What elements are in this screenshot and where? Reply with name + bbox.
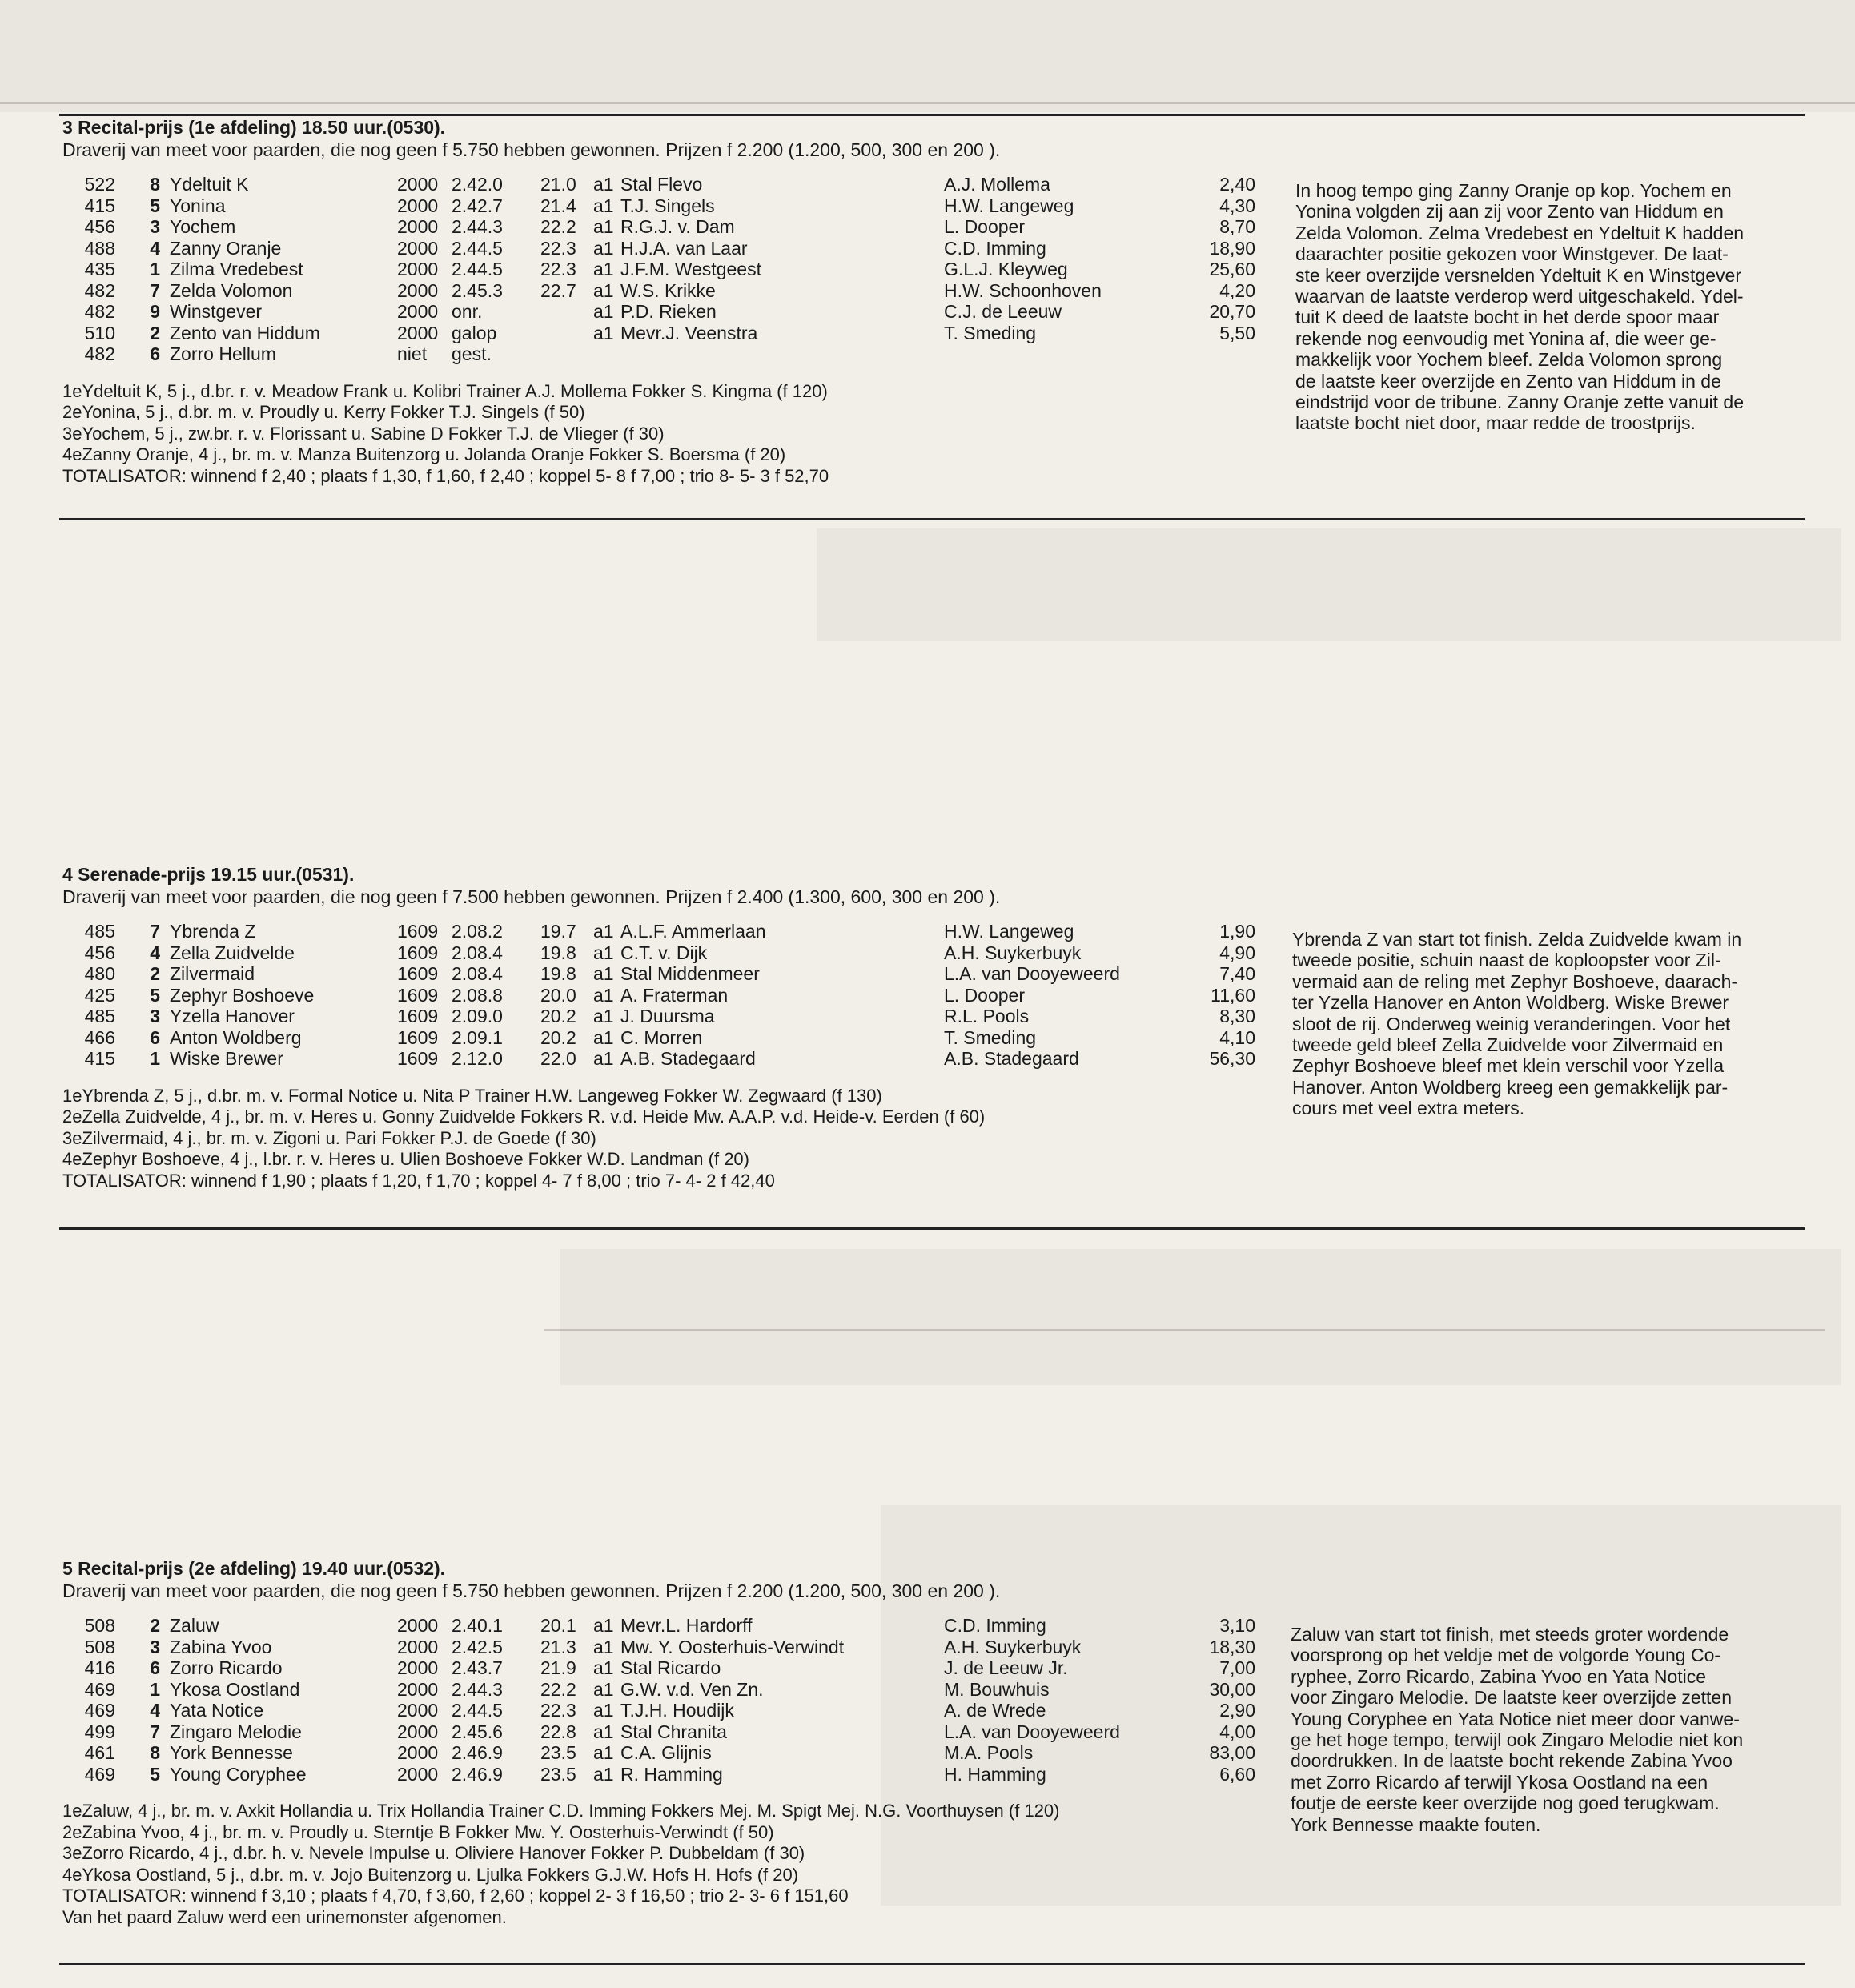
table-row: 508 2 Zaluw 2000 2.40.1 20.1 a1 Mevr.L. Hardorff C.D. Imming 3,10 [84,1615,1255,1636]
table-row: 416 6 Zorro Ricardo 2000 2.43.7 21.9 a1 Stal Ricardo J. de Leeuw Jr. 7,00 [84,1657,1255,1678]
comment-line: de laatste keer overzijde en Zento van Hiddum in de [1295,370,1721,392]
table-row: 415 5 Yonina 2000 2.42.7 21.4 a1 T.J. Singels H.W. Langeweg 4,30 [84,195,1255,216]
comment-line: cours met veel extra meters. [1292,1098,1525,1119]
comment-line: sloot de rij. Onderweg weinig veranderingen. Voor het [1292,1013,1731,1034]
table-row: 466 6 Anton Woldberg 1609 2.09.1 20.2 a1 C. Morren T. Smeding 4,10 [84,1026,1255,1048]
table-row: 456 3 Yochem 2000 2.44.3 22.2 a1 R.G.J. v. Dam L. Dooper 8,70 [84,216,1255,237]
comment-line: waarvan de laatste verderop werd uitgeschakeld. Ydel- [1295,285,1744,307]
table-row: 425 5 Zephyr Boshoeve 1609 2.08.8 20.0 a1 A. Fraterman L. Dooper 11,60 [84,984,1255,1006]
race-comment [1295,180,1824,434]
bleed-through-mid [817,528,1841,641]
comment-line: Zaluw van start tot finish, met steeds groter wordende [1291,1624,1729,1645]
comment-line: voor Zingaro Melodie. De laatste keer overzijde zetten [1291,1687,1733,1709]
race-title: 3 Recital-prijs (1e afdeling) 18.50 uur.(0530). [62,117,446,138]
bleed-through-top [0,0,1855,112]
comment-line: ryphee, Zorro Ricardo, Zabina Yvoo en Yata Notice [1291,1665,1707,1687]
pedigree-line: 1eZaluw, 4 j., br. m. v. Axkit Hollandia u. Trix Hollandia Trainer C.D. Imming Fokkers Mej. M. Spigt Mej. N.G. Voorthuysen (f 120) [62,1801,1060,1821]
table-row: 485 7 Ybrenda Z 1609 2.08.2 19.7 a1 A.L.F. Ammerlaan H.W. Langeweg 1,90 [84,921,1255,942]
table-row: 469 5 Young Coryphee 2000 2.46.9 23.5 a1 R. Hamming H. Hamming 6,60 [84,1763,1255,1785]
comment-line: York Bennesse maakte fouten. [1291,1813,1541,1835]
pedigree-line: 4eZanny Oranje, 4 j., br. m. v. Manza Buitenzorg u. Jolanda Oranje Fokker S. Boersma (f 20) [62,444,786,464]
comment-line: tweede positie, schuin naast de koploopster voor Zil- [1292,950,1721,971]
table-row: 508 3 Zabina Yvoo 2000 2.42.5 21.3 a1 Mw. Y. Oosterhuis-Verwindt A.H. Suykerbuyk 18,30 [84,1636,1255,1657]
comment-line: ste keer overzijde versnelden Ydeltuit K en Winstgever [1295,264,1741,286]
comment-line: makkelijk voor Yochem bleef. Zelda Volomon sprong [1295,349,1723,371]
pedigree-line: 2eZabina Yvoo, 4 j., br. m. v. Proudly u. Sterntje B Fokker Mw. Y. Oosterhuis-Verwindt (f 50) [62,1821,774,1842]
comment-line: Yonina volgden zij aan zij voor Zento van Hiddum en [1295,201,1724,223]
race-comment [1292,929,1821,1119]
race-title: 4 Serenade-prijs 19.15 uur.(0531). [62,864,355,885]
bottom-rule [59,1963,1805,1965]
table-row: 469 1 Ykosa Oostland 2000 2.44.3 22.2 a1 G.W. v.d. Ven Zn. M. Bouwhuis 30,00 [84,1678,1255,1700]
comment-line: voorsprong op het veldje met de volgorde Young Co- [1291,1645,1721,1666]
section-rule [59,1227,1805,1230]
bleed-rule-1 [544,1329,1825,1331]
table-row: 522 8 Ydeltuit K 2000 2.42.0 21.0 a1 Stal Flevo A.J. Mollema 2,40 [84,174,1255,195]
table-row: 456 4 Zella Zuidvelde 1609 2.08.4 19.8 a1 C.T. v. Dijk A.H. Suykerbuyk 4,90 [84,942,1255,963]
table-row: 480 2 Zilvermaid 1609 2.08.4 19.8 a1 Stal Middenmeer L.A. van Dooyeweerd 7,40 [84,963,1255,984]
totalisator-line: TOTALISATOR: winnend f 2,40 ; plaats f 1,30, f 1,60, f 2,40 ; koppel 5- 8 f 7,00 ; trio 8- 5- 3 f 52,70 [62,465,829,486]
table-row: 482 6 Zorro Hellum niet gest. [84,343,492,364]
section-rule [59,518,1805,520]
comment-line: Hanover. Anton Woldberg kreeg een gemakkelijk par- [1292,1076,1729,1098]
pedigree-line: 2eYonina, 5 j., d.br. m. v. Proudly u. Kerry Fokker T.J. Singels (f 50) [62,402,585,422]
table-row: 469 4 Yata Notice 2000 2.44.5 22.3 a1 T.J.H. Houdijk A. de Wrede 2,90 [84,1700,1255,1721]
bleed-rule-2 [0,102,1855,104]
race-comment [1291,1624,1819,1835]
comment-line: ge het hoge tempo, terwijl ook Zingaro Melodie niet kon [1291,1729,1744,1750]
comment-line: laatste bocht niet door, maar redde de troostprijs. [1295,412,1696,434]
comment-line: daarachter positie gekozen voor Winstgever. De laat- [1295,243,1729,265]
table-row: 415 1 Wiske Brewer 1609 2.12.0 22.0 a1 A.B. Stadegaard A.B. Stadegaard 56,30 [84,1048,1255,1069]
race-conditions: Draverij van meet voor paarden, die nog geen f 7.500 hebben gewonnen. Prijzen f 2.400 (1.300, 600, 300 en 200 ). [62,886,1001,907]
comment-line: vermaid aan de reling met Zephyr Boshoeve, daarach- [1292,970,1738,992]
table-row: 435 1 Zilma Vredebest 2000 2.44.5 22.3 a1 J.F.M. Westgeest G.L.J. Kleyweg 25,60 [84,259,1255,279]
pedigree-line: 3eYochem, 5 j., zw.br. r. v. Florissant u. Sabine D Fokker T.J. de Vlieger (f 30) [62,423,665,444]
comment-line: tuit K deed de laatste bocht in het derde spoor maar [1295,307,1720,328]
table-row: 510 2 Zento van Hiddum 2000 galop a1 Mevr.J. Veenstra T. Smeding 5,50 [84,322,1255,343]
pedigree-line: 2eZella Zuidvelde, 4 j., br. m. v. Heres u. Gonny Zuidvelde Fokkers R. v.d. Heide Mw. A.A.P. v.d. Heide-v. Eerden (f 60) [62,1106,986,1127]
table-row: 461 8 York Bennesse 2000 2.46.9 23.5 a1 C.A. Glijnis M.A. Pools 83,00 [84,1742,1255,1763]
table-row: 485 3 Yzella Hanover 1609 2.09.0 20.2 a1 J. Duursma R.L. Pools 8,30 [84,1006,1255,1026]
race-title: 5 Recital-prijs (2e afdeling) 19.40 uur.(0532). [62,1558,446,1579]
comment-line: Zelda Volomon. Zelma Vredebest en Ydeltuit K hadden [1295,222,1745,243]
table-row: 482 9 Winstgever 2000 onr. a1 P.D. Rieken C.J. de Leeuw 20,70 [84,301,1255,322]
bleed-through-lower [560,1249,1841,1385]
race-conditions: Draverij van meet voor paarden, die nog geen f 5.750 hebben gewonnen. Prijzen f 2.200 (1.200, 500, 300 en 200 ). [62,1580,1001,1601]
race-conditions: Draverij van meet voor paarden, die nog geen f 5.750 hebben gewonnen. Prijzen f 2.200 (1.200, 500, 300 en 200 ). [62,139,1001,160]
note-line: Van het paard Zaluw werd een urinemonster afgenomen. [62,1906,507,1927]
pedigree-line: 1eYbrenda Z, 5 j., d.br. m. v. Formal Notice u. Nita P Trainer H.W. Langeweg Fokker W. Zegwaard (f 130) [62,1085,882,1106]
comment-line: tweede geld bleef Zella Zuidvelde voor Zilvermaid en [1292,1034,1724,1055]
table-row: 499 7 Zingaro Melodie 2000 2.45.6 22.8 a1 Stal Chranita L.A. van Dooyeweerd 4,00 [84,1721,1255,1742]
comment-line: eindstrijd voor de tribune. Zanny Oranje zette vanuit de [1295,391,1744,412]
table-row: 488 4 Zanny Oranje 2000 2.44.5 22.3 a1 H.J.A. van Laar C.D. Imming 18,90 [84,237,1255,259]
comment-line: ter Yzella Hanover en Anton Woldberg. Wiske Brewer [1292,992,1729,1014]
comment-line: In hoog tempo ging Zanny Oranje op kop. Yochem en [1295,180,1732,201]
comment-line: doordrukken. In de laatste bocht rekende Zabina Yvoo [1291,1750,1733,1772]
pedigree-line: 4eYkosa Oostland, 5 j., d.br. m. v. Jojo Buitenzorg u. Ljulka Fokkers G.J.W. Hofs H. Hofs (f 20) [62,1864,799,1885]
comment-line: Zephyr Boshoeve bleef met klein verschil voor Yzella [1292,1055,1725,1077]
pedigree-line: 4eZephyr Boshoeve, 4 j., l.br. r. v. Heres u. Ulien Boshoeve Fokker W.D. Landman (f 20) [62,1149,749,1169]
pedigree-line: 3eZorro Ricardo, 4 j., d.br. h. v. Nevele Impulse u. Oliviere Hanover Fokker P. Dubbeldam (f 30) [62,1843,805,1863]
comment-line: Ybrenda Z van start tot finish. Zelda Zuidvelde kwam in [1292,929,1742,950]
totalisator-line: TOTALISATOR: winnend f 3,10 ; plaats f 4,70, f 3,60, f 2,60 ; koppel 2- 3 f 16,50 ; trio 2- 3- 6 f 151,60 [62,1886,849,1906]
comment-line: foutje de eerste keer overzijde nog goed terugkwam. [1291,1793,1720,1814]
comment-line: rekende nog eenvoudig met Yonina af, die weer ge- [1295,327,1716,349]
totalisator-line: TOTALISATOR: winnend f 1,90 ; plaats f 1,20, f 1,70 ; koppel 4- 7 f 8,00 ; trio 7- 4- 2 f 42,40 [62,1170,775,1191]
pedigree-line: 3eZilvermaid, 4 j., br. m. v. Zigoni u. Pari Fokker P.J. de Goede (f 30) [62,1127,596,1148]
comment-line: met Zorro Ricardo af terwijl Ykosa Oostland na een [1291,1771,1708,1793]
table-row: 482 7 Zelda Volomon 2000 2.45.3 22.7 a1 W.S. Krikke H.W. Schoonhoven 4,20 [84,279,1255,301]
comment-line: Young Coryphee en Yata Notice niet meer door vanwe- [1291,1708,1740,1729]
pedigree-line: 1eYdeltuit K, 5 j., d.br. r. v. Meadow Frank u. Kolibri Trainer A.J. Mollema Fokker S. Kingma (f 120) [62,380,828,401]
